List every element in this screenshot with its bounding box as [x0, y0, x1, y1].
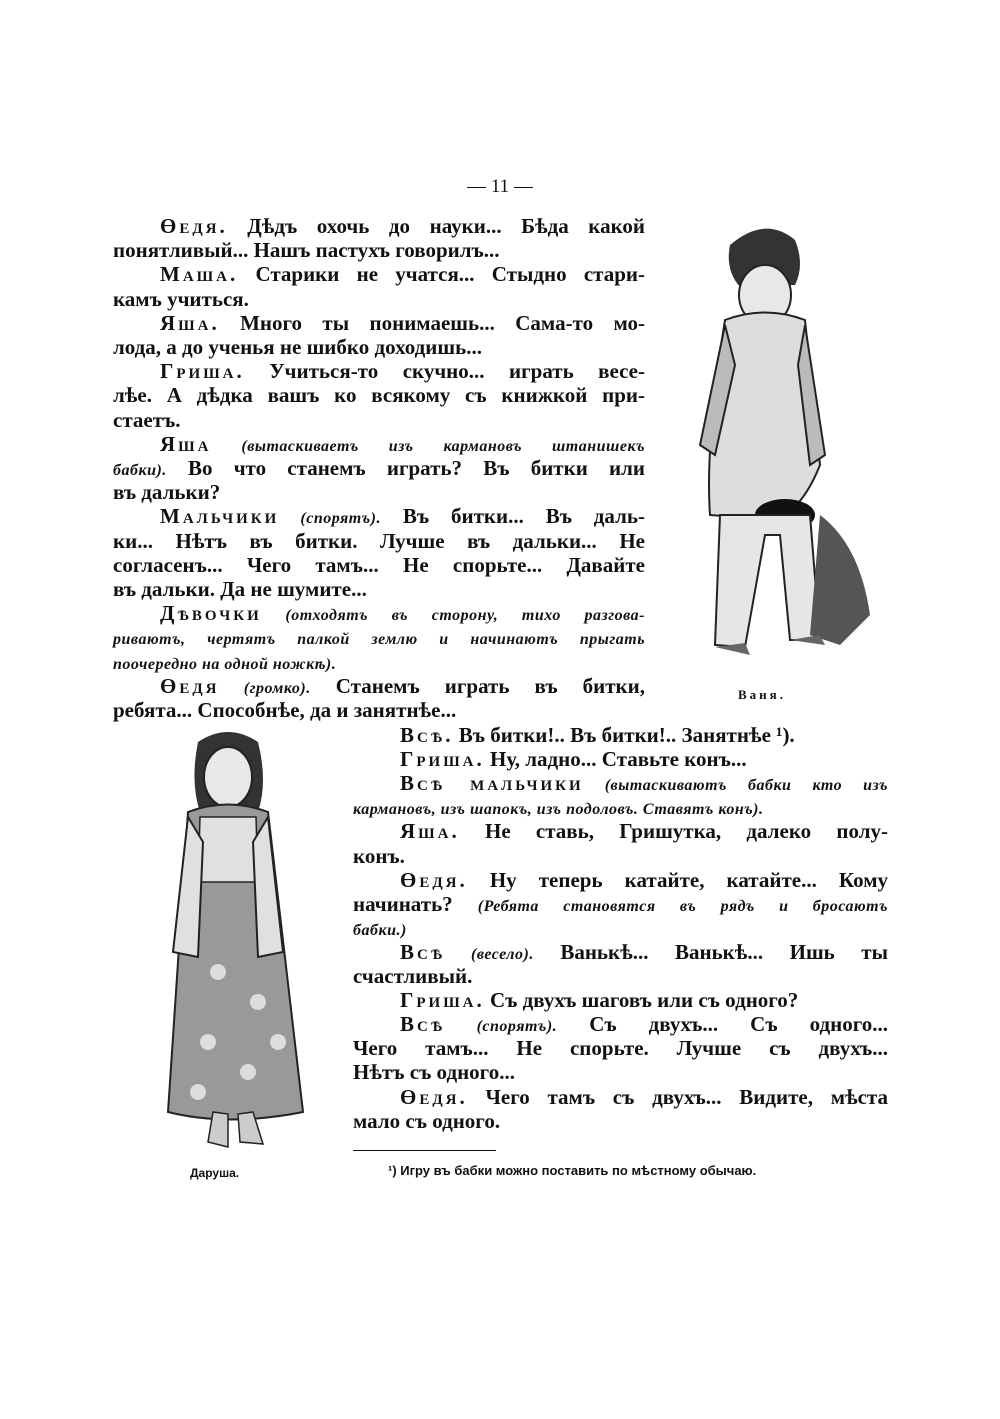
stage-direction: (громко).	[219, 679, 311, 697]
text-line	[353, 844, 888, 868]
dialogue-text: понятливый... Нашъ пастухъ говорилъ...	[113, 238, 500, 263]
stage-direction: (спорятъ).	[279, 510, 381, 528]
speaker-name: Гриша.	[400, 988, 485, 1013]
text-line	[353, 723, 888, 747]
page-number: — 11 —	[467, 176, 533, 197]
dialogue-text: счастливый.	[353, 964, 473, 988]
speaker-name: Гриша.	[160, 359, 245, 384]
speaker-name: Всѣ мальчики	[400, 771, 584, 796]
dialogue-text: Съ двухъ шаговъ или съ одного?	[484, 988, 799, 1013]
dialogue-text: Чего тамъ... Не спорьте. Лучше съ двухъ...	[353, 1036, 888, 1061]
text-line	[113, 287, 645, 311]
dialogue-text: Во что станемъ играть? Въ битки или	[166, 456, 645, 480]
text-line	[353, 892, 888, 916]
dialogue-text: мало съ одного.	[353, 1108, 501, 1133]
speaker-name: Маша.	[160, 262, 239, 287]
dialogue-text: Съ двухъ... Съ одного...	[557, 1012, 889, 1037]
dialogue-text: Въ битки... Въ даль-	[380, 504, 645, 529]
stage-direction: кармановъ, изъ шапокъ, изъ подоловъ. Ставятъ конъ).	[353, 801, 764, 819]
text-line	[113, 674, 645, 698]
text-line	[353, 940, 888, 964]
girl-illustration	[128, 722, 328, 1167]
text-line	[113, 335, 645, 359]
dialogue-text: начинать?	[353, 891, 478, 916]
dialogue-text: ребята... Способнѣе, да и занятнѣе...	[113, 698, 457, 722]
stage-direction: (Ребята становятся въ рядъ и бросаютъ	[477, 897, 888, 915]
stage-direction: бабки).	[113, 462, 167, 479]
dialogue-text: конъ.	[353, 843, 405, 868]
speaker-name: Дѣвочки	[160, 601, 262, 626]
speaker-name: Яша.	[400, 819, 460, 844]
text-line	[113, 625, 645, 649]
dialogue-text: стаетъ.	[113, 407, 181, 432]
stage-direction: бабки.)	[353, 921, 407, 939]
text-line	[113, 650, 645, 674]
text-line	[113, 359, 645, 383]
text-line	[353, 868, 888, 892]
dialogue-text: ки... Нѣтъ въ битки. Лучше въ дальки... Не	[113, 528, 645, 553]
text-line	[113, 456, 645, 480]
dialogue-text: Дѣдъ охочь до науки... Бѣда какой	[227, 214, 645, 238]
text-line	[353, 1060, 888, 1084]
girl-caption: Даруша.	[190, 1166, 240, 1180]
stage-direction: (весело).	[445, 945, 534, 963]
stage-direction: (вытаскиваютъ бабки кто изъ	[583, 777, 888, 795]
text-line	[113, 432, 645, 456]
dialogue-text: Станемъ играть въ битки,	[310, 673, 646, 698]
speaker-name: Всѣ	[400, 1012, 446, 1037]
text-line	[113, 262, 645, 286]
dialogue-text: Ну теперь катайте, катайте... Кому	[467, 867, 888, 892]
text-line	[353, 1109, 888, 1133]
dialogue-text: Нѣтъ съ одного...	[353, 1060, 515, 1085]
text-line	[113, 383, 645, 407]
text-line	[113, 601, 645, 625]
text-line	[353, 795, 888, 819]
dialogue-text: Ванькѣ... Ванькѣ... Ишь ты	[533, 939, 888, 964]
speaker-name: Өедя.	[400, 867, 468, 892]
dialogue-text: лѣе. А дѣдка вашъ ко всякому съ книжкой при-	[113, 383, 645, 408]
text-line	[353, 1012, 888, 1036]
speaker-name: Всѣ.	[400, 723, 454, 747]
text-line	[353, 819, 888, 843]
text-line	[353, 964, 888, 988]
text-line	[113, 504, 645, 528]
text-line	[353, 747, 888, 771]
text-line	[113, 311, 645, 335]
speaker-name: Яша	[160, 431, 212, 456]
speaker-name: Яша.	[160, 310, 220, 335]
footnote-divider	[353, 1150, 496, 1151]
speaker-name: Өедя.	[160, 214, 228, 238]
dialogue-text: Не ставь, Гришутка, далеко полу-	[459, 819, 888, 844]
speaker-name: Мальчики	[160, 504, 280, 529]
text-line	[113, 238, 645, 262]
dialogue-text: Чего тамъ съ двухъ... Видите, мѣста	[467, 1084, 888, 1109]
stage-direction: (отходятъ въ сторону, тихо разгова-	[261, 607, 645, 625]
text-line	[353, 771, 888, 795]
dialogue-text: согласенъ... Чего тамъ... Не спорьте... Давайте	[113, 552, 645, 577]
stage-direction: риваютъ, чертятъ палкой землю и начинаютъ прыгать	[113, 631, 645, 649]
dialogue-text: камъ учиться.	[113, 286, 249, 311]
dialogue-text: Много ты понимаешь... Сама-то мо-	[219, 310, 645, 335]
text-line	[113, 698, 645, 722]
speaker-name: Өедя.	[400, 1084, 468, 1109]
text-line	[113, 480, 645, 504]
boy-illustration	[670, 215, 880, 675]
text-line	[353, 1036, 888, 1060]
footnote: ¹) Игру въ бабки можно поставить по мѣстному обычаю.	[388, 1163, 757, 1178]
stage-direction: (вытаскиваетъ изъ кармановъ штанишекъ	[211, 437, 645, 455]
dialogue-text: Учиться-то скучно... играть весе-	[244, 359, 645, 384]
text-line	[353, 916, 888, 940]
dialogue-text: въ дальки. Да не шумите...	[113, 577, 367, 601]
dialogue-text: лода, а до ученья не шибко доходишь...	[113, 335, 482, 359]
speaker-name: Всѣ	[400, 939, 446, 964]
stage-direction: поочередно на одной ножкѣ).	[113, 655, 337, 673]
text-line	[113, 529, 645, 553]
speaker-name: Гриша.	[400, 747, 485, 772]
text-line	[113, 408, 645, 432]
text-line	[353, 988, 888, 1012]
stage-direction: (спорятъ).	[445, 1018, 558, 1036]
dialogue-text: Ну, ладно... Ставьте конъ...	[484, 747, 747, 772]
speaker-name: Өедя	[160, 673, 220, 698]
text-line	[113, 214, 645, 238]
dialogue-text: въ дальки?	[113, 480, 221, 505]
boy-caption: Ваня.	[738, 687, 786, 702]
text-line	[113, 577, 645, 601]
dialogue-text: Старики не учатся... Стыдно стари-	[238, 262, 645, 287]
dialogue-text: Въ битки!.. Въ битки!.. Занятнѣе ¹).	[453, 723, 795, 747]
text-line	[113, 553, 645, 577]
text-line	[353, 1085, 888, 1109]
